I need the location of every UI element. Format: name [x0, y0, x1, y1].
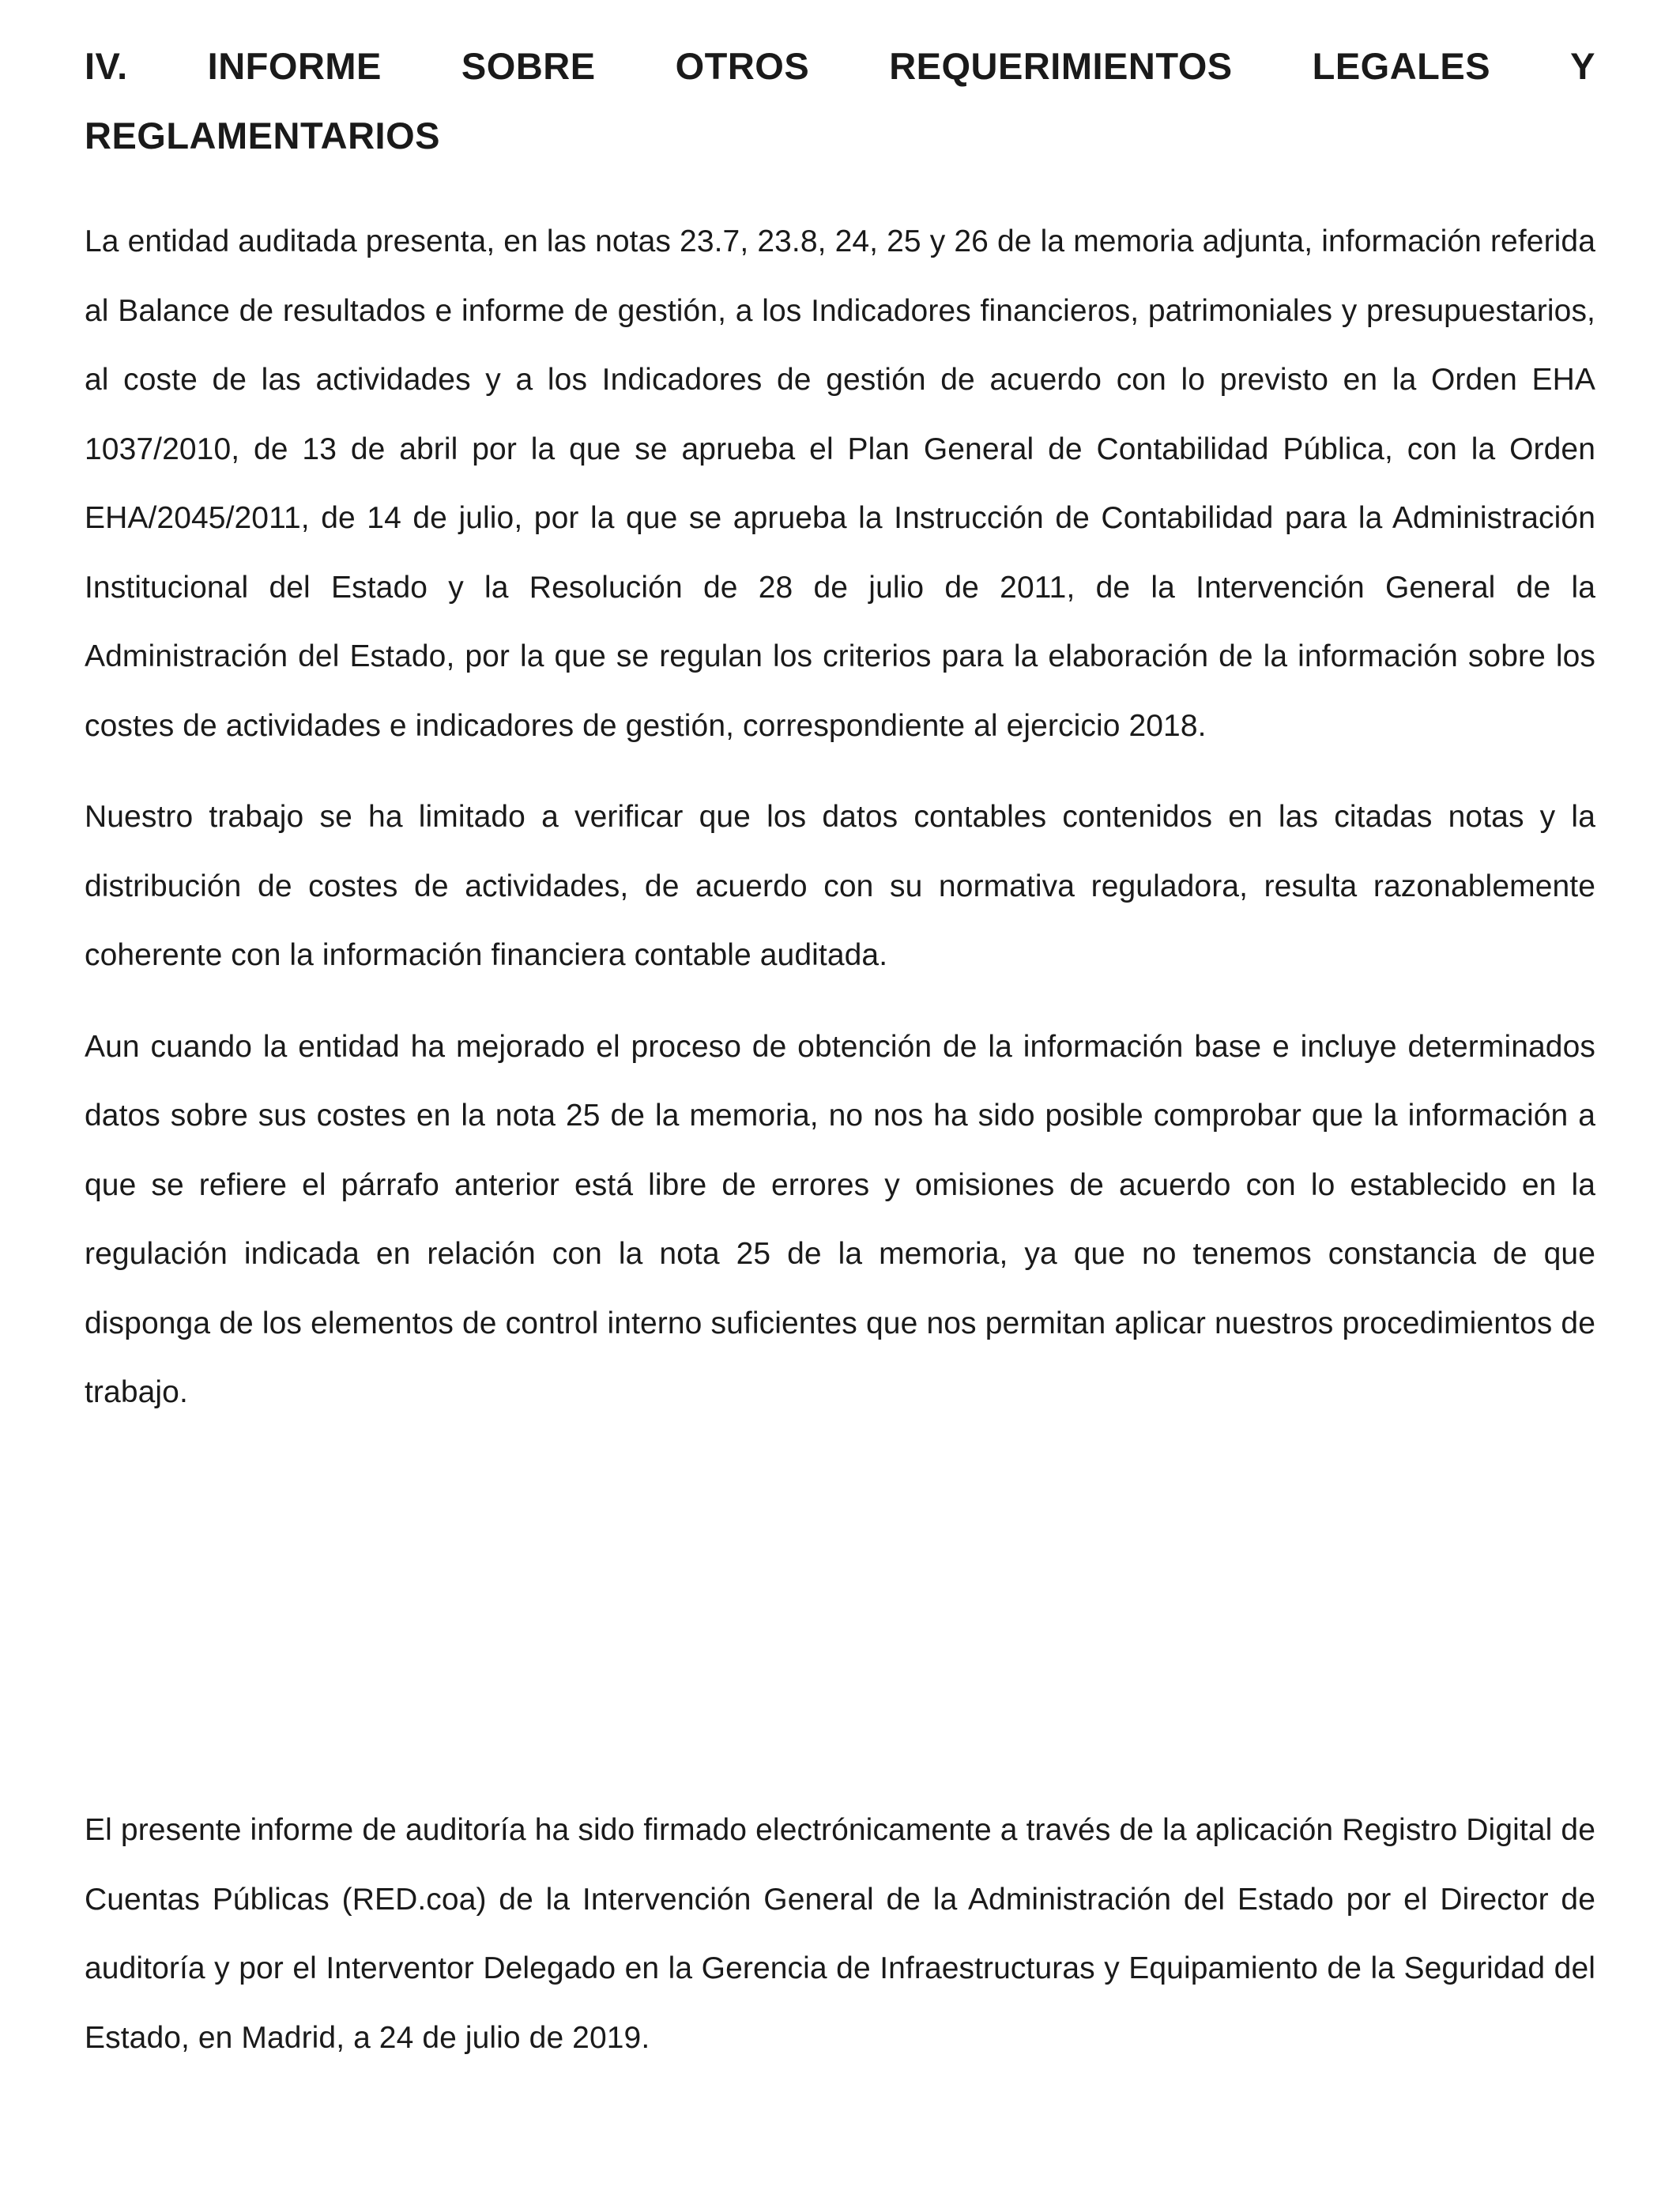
heading-word: Y [1570, 45, 1595, 87]
document-page [85, 32, 1595, 2055]
heading-word: INFORME [207, 45, 382, 87]
paragraph-signature-note: El presente informe de auditoría ha sido firmado electrónicamente a través de la aplicación Registro Digital de Cuentas Públicas (RED.coa) de la Intervención General de la Administración del Estado por el Director de auditoría y por el Interventor Delegado en la Gerencia de Infraestructuras y Equipamiento de la Seguridad del Estado, en Madrid, a 24 de julio de 2019. [85, 1813, 1595, 2055]
heading-word: SOBRE [461, 45, 596, 87]
heading-word: LEGALES [1312, 45, 1491, 87]
paragraph-info-notes: La entidad auditada presenta, en las notas 23.7, 23.8, 24, 25 y 26 de la memoria adjunta, información referida al Balance de resultados e informe de gestión, a los Indicadores financieros, patrimoniales y presupuestarios, al coste de las actividades y a los Indicadores de gestión de acuerdo con lo previsto en la Orden EHA 1037/2010, de 13 de abril por la que se aprueba el Plan General de Contabilidad Pública, con la Orden EHA/2045/2011, de 14 de julio, por la que se aprueba la Instrucción de Contabilidad para la Administración Institucional del Estado y la Resolución de 28 de julio de 2011, de la Intervención General de la Administración del Estado, por la que se regulan los criterios para la elaboración de la información sobre los costes de actividades e indicadores de gestión, correspondiente al ejercicio 2018. [85, 224, 1595, 743]
heading-line-2: REGLAMENTARIOS [85, 115, 441, 156]
heading-word: REQUERIMIENTOS [889, 45, 1233, 87]
heading-word: OTROS [675, 45, 810, 87]
heading-word: IV. [85, 45, 128, 87]
section-heading [85, 32, 1595, 171]
paragraph-limitation: Aun cuando la entidad ha mejorado el proceso de obtención de la información base e incluye determinados datos sobre sus costes en la nota 25 de la memoria, no nos ha sido posible comprobar que la información a que se refiere el párrafo anterior está libre de errores y omisiones de acuerdo con lo establecido en la regulación indicada en relación con la nota 25 de la memoria, ya que no tenemos constancia de que disponga de los elementos de control interno suficientes que nos permitan aplicar nuestros procedimientos de trabajo. [85, 1029, 1595, 1409]
heading-line-1 [85, 32, 1595, 101]
paragraph-scope: Nuestro trabajo se ha limitado a verificar que los datos contables contenidos en las citadas notas y la distribución de costes de actividades, de acuerdo con su normativa reguladora, resulta razonablemente coherente con la información financiera contable auditada. [85, 800, 1595, 972]
